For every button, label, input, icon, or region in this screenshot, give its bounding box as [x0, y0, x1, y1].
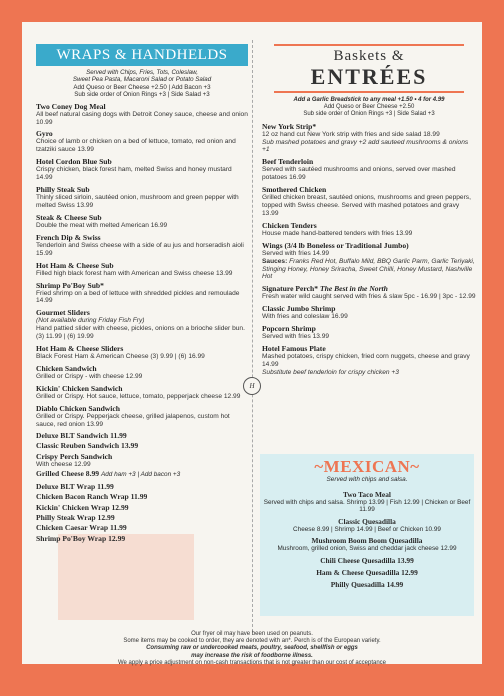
- menu-item: [36, 129, 248, 154]
- item-desc: Thinly sliced sirloin, sautéed onion, mushroom and green pepper with melted Swiss 13.99: [36, 194, 239, 209]
- item-name: New York Strip*: [262, 121, 317, 131]
- menu-item: [36, 157, 248, 182]
- baskets-title: Baskets &: [333, 48, 405, 64]
- item-desc: Grilled or Crispy. Hot sauce, lettuce, tomato, pepperjack cheese 12.99: [36, 392, 241, 400]
- column-divider: [252, 40, 253, 632]
- menu-item: [262, 122, 476, 155]
- wraps-section: [36, 44, 248, 544]
- item-desc: Crispy chicken, black forest ham, melted Swiss and honey mustard 14.99: [36, 166, 232, 182]
- item-desc: Fried shrimp on a bed of lettuce with shredded pickles and remoulade 14.99: [36, 289, 240, 305]
- item-availability: (Not available during Friday Fish Fry): [36, 317, 145, 325]
- menu-item: [262, 344, 476, 377]
- menu-item: [262, 157, 476, 182]
- item-desc: Double the meat with melted American 16.99: [36, 221, 168, 229]
- menu-item: [36, 364, 248, 381]
- footer-line: Some items may be cooked to order, they are denoted with an*. Perch is of the European variety.: [123, 638, 381, 645]
- mexican-section: [262, 476, 472, 589]
- item-name: Philly Steak Sub: [36, 185, 90, 195]
- item-name: Classic Quesadilla: [338, 516, 396, 526]
- item-name: Grilled Cheese 8.99: [36, 469, 100, 479]
- footer-disclaimer: [40, 631, 464, 667]
- item-name: Hot Ham & Cheese Sliders: [36, 344, 124, 354]
- item-desc: Served with sautéed mushrooms and onions, served over mashed potatoes 16.99: [262, 166, 456, 182]
- header-rule: [274, 91, 464, 93]
- menu-item: Classic Reuben Sandwich 13.99: [36, 440, 139, 450]
- item-name: Shrimp Po'Boy Sub*: [36, 280, 104, 290]
- item-name-main: Signature Perch*: [262, 284, 319, 294]
- menu-item: [36, 384, 248, 401]
- item-name: Steak & Cheese Sub: [36, 212, 102, 222]
- item-name: Gourmet Sliders: [36, 308, 90, 318]
- item-name: Gyro: [36, 129, 53, 139]
- menu-item: [36, 185, 248, 210]
- wraps-highlight-block: [58, 534, 194, 620]
- item-name: French Dip & Swiss: [36, 232, 101, 242]
- wraps-addon-line: Add Queso or Beer Cheese +2.50 | Add Bacon +3: [73, 83, 211, 91]
- menu-item: [36, 213, 248, 230]
- item-name: Chicken Sandwich: [36, 363, 97, 373]
- menu-item: [36, 452, 248, 469]
- item-name: Philly Quesadilla 14.99: [330, 579, 404, 589]
- item-name: Two Taco Meal: [343, 489, 391, 499]
- menu-item: [262, 185, 476, 218]
- item-name: Kickin' Chicken Sandwich: [36, 383, 123, 393]
- wrap-item: Deluxe BLT Wrap 11.99: [36, 481, 114, 491]
- item-name: [262, 284, 476, 293]
- entrees-title: ENTRÉES: [310, 64, 428, 89]
- menu-item: [262, 284, 476, 301]
- item-desc: Grilled chicken breast, sautéed onions, mushrooms and green peppers, topped with Swiss cheese. Served with mashed potatoes and gravy 13.99: [262, 194, 471, 217]
- wraps-addon-line: Sub side order of Onion Rings +3 | Side Salad +3: [74, 91, 210, 99]
- footer-warning: may increase the risk of foodborne illness.: [191, 652, 313, 659]
- item-name: Two Coney Dog Meal: [36, 101, 106, 111]
- wraps-addons: [36, 84, 248, 99]
- menu-item: [262, 241, 476, 282]
- item-desc: All beef natural casing dogs with Detroit Coney sauce, cheese and onion 10.99: [36, 110, 248, 126]
- wrap-list: [36, 482, 248, 544]
- hotel-logo-icon: H: [243, 377, 261, 395]
- mexican-title: ~MEXICAN~: [314, 457, 420, 476]
- item-desc: Served with chips and salsa. Shrimp 13.99 | Fish 12.99 | Chicken or Beef 11.99: [263, 498, 471, 514]
- wraps-note-line: Served with Chips, Fries, Tots, Coleslaw,: [86, 69, 198, 76]
- item-name: Chicken Tenders: [262, 220, 317, 230]
- mexican-subtitle: Served with chips and salsa.: [326, 476, 408, 483]
- footer-line: Our fryer oil may have been used on peanuts.: [191, 631, 313, 637]
- item-desc: Grilled or Crispy - with cheese 12.99: [36, 372, 143, 380]
- item-desc: Filled high black forest ham with American and Swiss cheese 13.99: [36, 269, 233, 277]
- item-name: Beef Tenderloin: [262, 157, 314, 167]
- menu-item: [262, 324, 476, 341]
- baskets-header: [262, 44, 476, 93]
- item-upgrade: Sub mashed potatoes and gravy +2 add sauteed mushrooms & onions +1: [262, 138, 469, 154]
- baskets-section: [262, 44, 476, 377]
- menu-item: [36, 281, 248, 306]
- item-name: Diablo Chicken Sandwich: [36, 403, 120, 413]
- item-desc: Mushroom, grilled onion, Swiss and cheddar jack cheese 12.99: [277, 545, 457, 553]
- item-name: Chili Cheese Quesadilla 13.99: [320, 555, 414, 565]
- item-desc: Choice of lamb or chicken on a bed of lettuce, tomato, red onion and tzatziki sauce 13.99: [36, 138, 236, 154]
- item-desc: Mashed potatoes, crispy chicken, fried corn nuggets, cheese and gravy 14.99: [262, 353, 470, 369]
- item-name: Popcorn Shrimp: [262, 324, 316, 334]
- item-name: Hotel Famous Plate: [262, 344, 326, 354]
- item-tagline: The Best in the North: [319, 284, 388, 294]
- menu-item: [36, 261, 248, 278]
- wraps-title: WRAPS & HANDHELDS: [36, 44, 248, 66]
- wrap-item: Kickin' Chicken Wrap 12.99: [36, 502, 129, 512]
- item-desc: Served with fries 13.99: [262, 333, 330, 341]
- wraps-note-line: Sweet Pea Pasta, Macaroni Salad or Potato Salad: [72, 76, 212, 84]
- wrap-item: Shrimp Po'Boy Wrap 12.99: [36, 533, 126, 543]
- sauces-list: Franks Red Hot, Buffalo Mild, BBQ Garlic Parm, Garlic Teriyaki, Stinging Honey, Honey Sriracha, Sweet Chilli, Honey Mustard, Nashville Hot: [262, 257, 475, 281]
- item-name: Ham & Cheese Quesadilla 12.99: [316, 567, 418, 577]
- item-desc: With cheese 12.99: [36, 461, 91, 469]
- item-name: Mushroom Boom Boom Quesadilla: [311, 536, 423, 546]
- item-name: Hotel Cordon Blue Sub: [36, 157, 112, 167]
- item-name: Classic Jumbo Shrimp: [262, 304, 336, 314]
- menu-item: [262, 221, 476, 238]
- menu-item: Deluxe BLT Sandwich 11.99: [36, 430, 127, 440]
- menu-item: [36, 308, 248, 341]
- item-desc: With fries and coleslaw 16.99: [262, 313, 348, 321]
- item-name: Wings (3/4 lb Boneless or Traditional Jumbo): [262, 240, 409, 250]
- menu-item: [36, 233, 248, 258]
- wrap-item: Chicken Caesar Wrap 11.99: [36, 523, 127, 533]
- item-desc: House made hand-battered tenders with fries 13.99: [262, 229, 413, 237]
- wrap-item: Chicken Bacon Ranch Wrap 11.99: [36, 492, 148, 502]
- menu-item: [36, 469, 248, 480]
- item-addon: Add ham +3 | Add bacon +3: [100, 471, 181, 479]
- item-name: Hot Ham & Cheese Sub: [36, 260, 114, 270]
- menu-item: [36, 102, 248, 127]
- item-desc: Hand pattied slider with cheese, pickles, onions on a brioche slider bun. (3) 11.99 | (6) 19.99: [36, 325, 245, 341]
- item-desc: Grilled or Crispy. Pepperjack cheese, grilled jalapenos, custom hot sauce, red onion 13.99: [36, 412, 230, 428]
- item-upgrade: Substitute beef tenderloin for crispy chicken +3: [262, 368, 399, 376]
- wrap-item: Philly Steak Wrap 12.99: [36, 512, 115, 522]
- item-desc: Fresh water wild caught served with fries & slaw 5pc - 16.99 | 3pc - 12.99: [262, 293, 476, 301]
- item-desc: Black Forest Ham & American Cheese (3) 9.99 | (6) 16.99: [36, 353, 205, 361]
- footer-warning: Consuming raw or undercooked meats, poultry, seafood, shellfish or eggs: [146, 645, 358, 652]
- menu-item: [36, 344, 248, 361]
- item-desc: Cheese 8.99 | Shrimp 14.99 | Beef or Chicken 10.99: [293, 525, 441, 533]
- item-desc: Tenderloin and Swiss cheese with a side of au jus and horseradish aioli 15.99: [36, 241, 244, 257]
- sauces-label: Sauces:: [262, 257, 288, 265]
- wraps-note: [36, 69, 248, 84]
- baskets-note: Add Queso or Beer Cheese +2.50: [323, 104, 415, 111]
- item-name: Smothered Chicken: [262, 185, 327, 195]
- baskets-note: Add a Garlic Breadstick to any meal +1.50 • 4 for 4.99: [293, 97, 445, 103]
- wing-sauces: [262, 258, 476, 282]
- item-desc: 12 oz hand cut New York strip with fries and side salad 18.99: [262, 130, 440, 138]
- footer-line: We apply a price adjustment on non-cash transactions that is not greater than our cost of acceptance: [117, 659, 387, 666]
- item-desc: Served with fries 14.99: [262, 249, 330, 257]
- header-rule: [274, 44, 464, 46]
- item-name: Crispy Perch Sandwich: [36, 452, 113, 462]
- menu-item: [262, 304, 476, 321]
- baskets-note: Sub side order of Onion Rings +3 | Side Salad +3: [303, 111, 435, 118]
- menu-item: [36, 404, 248, 429]
